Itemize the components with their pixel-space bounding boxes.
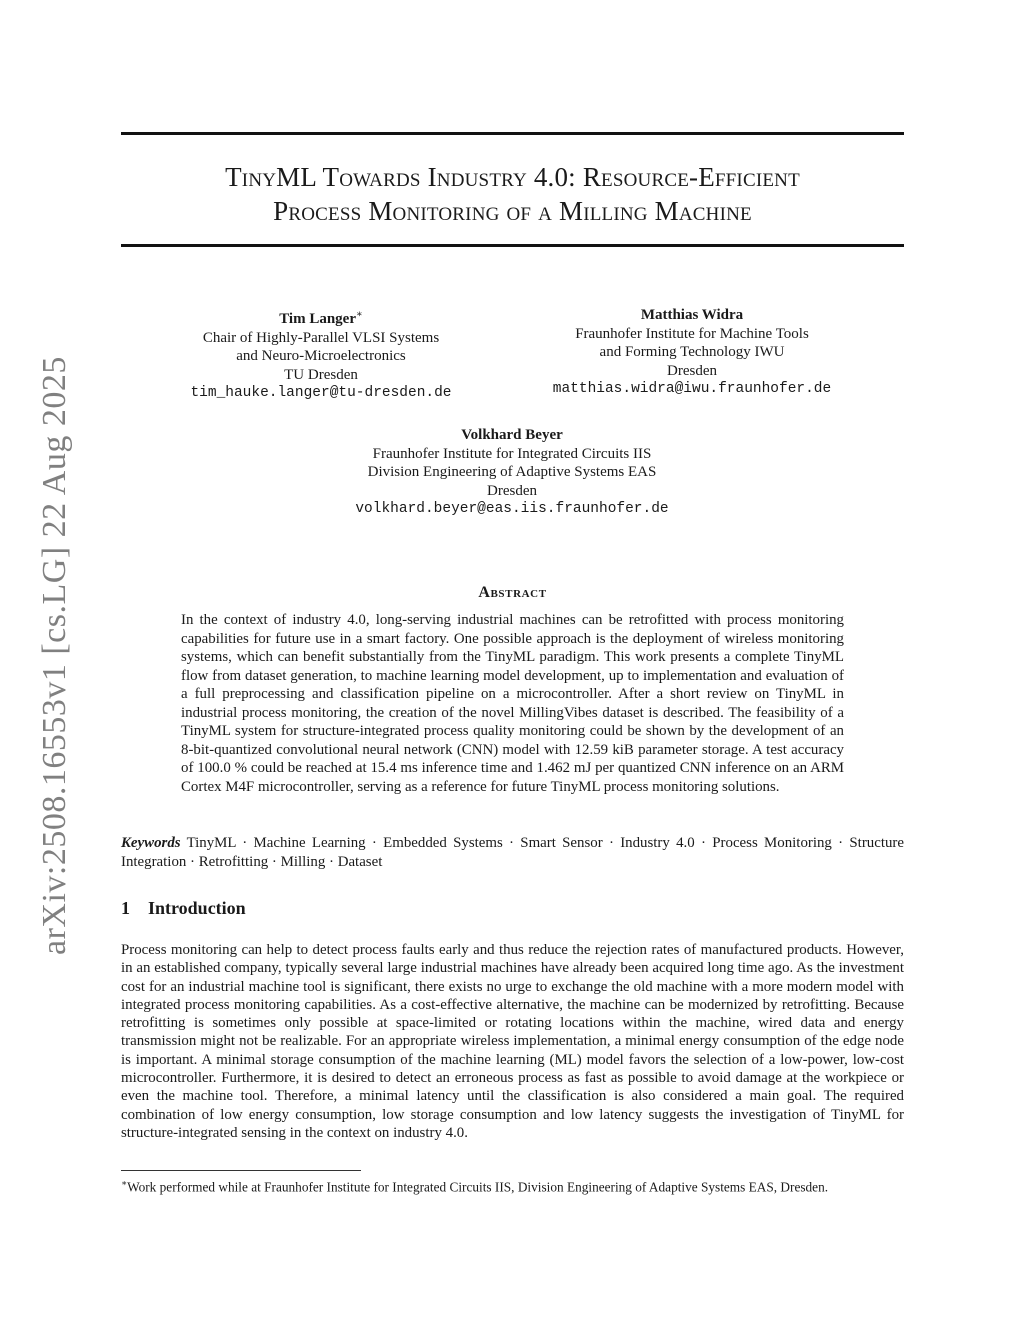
section-heading: [121, 898, 246, 919]
author-name: Tim Langer∗: [279, 309, 363, 327]
author-affiliation-line: Fraunhofer Institute for Machine Tools: [575, 325, 809, 342]
abstract-heading: Abstract: [478, 584, 547, 601]
author-email[interactable]: matthias.widra@iwu.fraunhofer.de: [552, 381, 832, 397]
keywords-list: TinyML · Machine Learning · Embedded Systems · Smart Sensor · Industry 4.0 · Process Monitoring · Structure Integration · Retrofitting · Milling · Dataset: [121, 835, 904, 870]
author-block: [492, 306, 892, 399]
keywords-label: Keywords: [121, 835, 181, 851]
title-line-1: TinyML Towards Industry 4.0: Resource-Efficient: [225, 162, 800, 192]
author-email[interactable]: volkhard.beyer@eas.iis.fraunhofer.de: [355, 501, 669, 517]
paper-title: [121, 160, 904, 228]
arxiv-identifier: arXiv:2508.16553v1 [cs.LG] 22 Aug 2025: [36, 356, 73, 955]
author-affiliation-line: Dresden: [487, 482, 537, 499]
author-affiliation-line: Chair of Highly-Parallel VLSI Systems: [202, 329, 440, 346]
title-bottom-rule: [121, 244, 904, 247]
author-block: [262, 426, 762, 519]
author-name: Volkhard Beyer: [461, 427, 563, 443]
author-affiliation-line: Division Engineering of Adaptive Systems EAS: [367, 464, 657, 480]
author-email[interactable]: tim_hauke.langer@tu-dresden.de: [190, 385, 452, 401]
footnote-text: Work performed while at Fraunhofer Institute for Integrated Circuits IIS, Division Engineering of Adaptive Systems EAS, Dresden.: [127, 1179, 829, 1195]
section-body: Process monitoring can help to detect process faults early and thus reduce the rejection rates of manufactured products. However, in an established company, typically several large industrial machines have already been acquired long time ago. As the investment cost for an industrial machine tool is significant, there exists no urge to exchange the old machine with a more modern model with integrated process monitoring capabilities. As a cost-effective alternative, the machine can be modernized by retrofitting. Because retrofitting is sometimes only possible at space-limited or rotating locations within the machine, wired data and energy transmission might not be realizable. For an appropriate wireless implementation, a minimal energy consumption of the edge node is important. A minimal storage consumption of the machine learning (ML) model favors the selection of a low-power, low-cost microcontroller. Furthermore, it is desired to detect an erroneous process as fast as possible to avoid damage at the workpiece or even the machine tool. Therefore, a minimal latency until the classification is also considered a main goal. The required combination of low energy consumption, low storage consumption and low latency suggests the investigation of TinyML for structure-integrated sensing in the context on industry 4.0.: [121, 942, 904, 1141]
keywords: [121, 834, 904, 871]
author-affiliation-line: Fraunhofer Institute for Integrated Circuits IIS: [372, 445, 652, 462]
footnote: [121, 1175, 904, 1195]
author-affiliation-line: Dresden: [667, 362, 717, 379]
title-line-2: Process Monitoring of a Milling Machine: [273, 196, 752, 226]
footnote-marker: ∗: [121, 1178, 128, 1188]
title-top-rule: [121, 132, 904, 135]
author-name: Matthias Widra: [640, 307, 744, 323]
section-title: Introduction: [148, 898, 246, 918]
section-number: 1: [121, 898, 130, 918]
author-affiliation-line: and Neuro-Microelectronics: [236, 348, 406, 364]
author-affiliation-line: TU Dresden: [284, 366, 358, 383]
author-affiliation-line: and Forming Technology IWU: [599, 344, 785, 360]
author-block: [121, 306, 521, 403]
abstract-text: In the context of industry 4.0, long-serving industrial machines can be retrofitted with process monitoring capabilities for future use in a smart factory. One possible approach is the deployment of wireless monitoring systems, which can benefit substantially from the TinyML paradigm. This work presents a complete TinyML flow from dataset generation, to machine learning model development, up to implementation and evaluation of a full preprocessing and classification pipeline on a microcontroller. After a short review on TinyML in industrial process monitoring, the creation of the novel MillingVibes dataset is described. The feasibility of a TinyML system for structure-integrated process quality monitoring could be shown by the development of an 8-bit-quantized convolutional neural network (CNN) model with 12.59 kiB parameter storage. A test accuracy of 100.0 % could be reached at 15.4 ms inference time and 1.462 mJ per quantized CNN inference on an ARM Cortex M4F microcontroller, serving as a reference for future TinyML process monitoring solutions.: [181, 612, 844, 795]
footnote-rule: [121, 1170, 361, 1171]
